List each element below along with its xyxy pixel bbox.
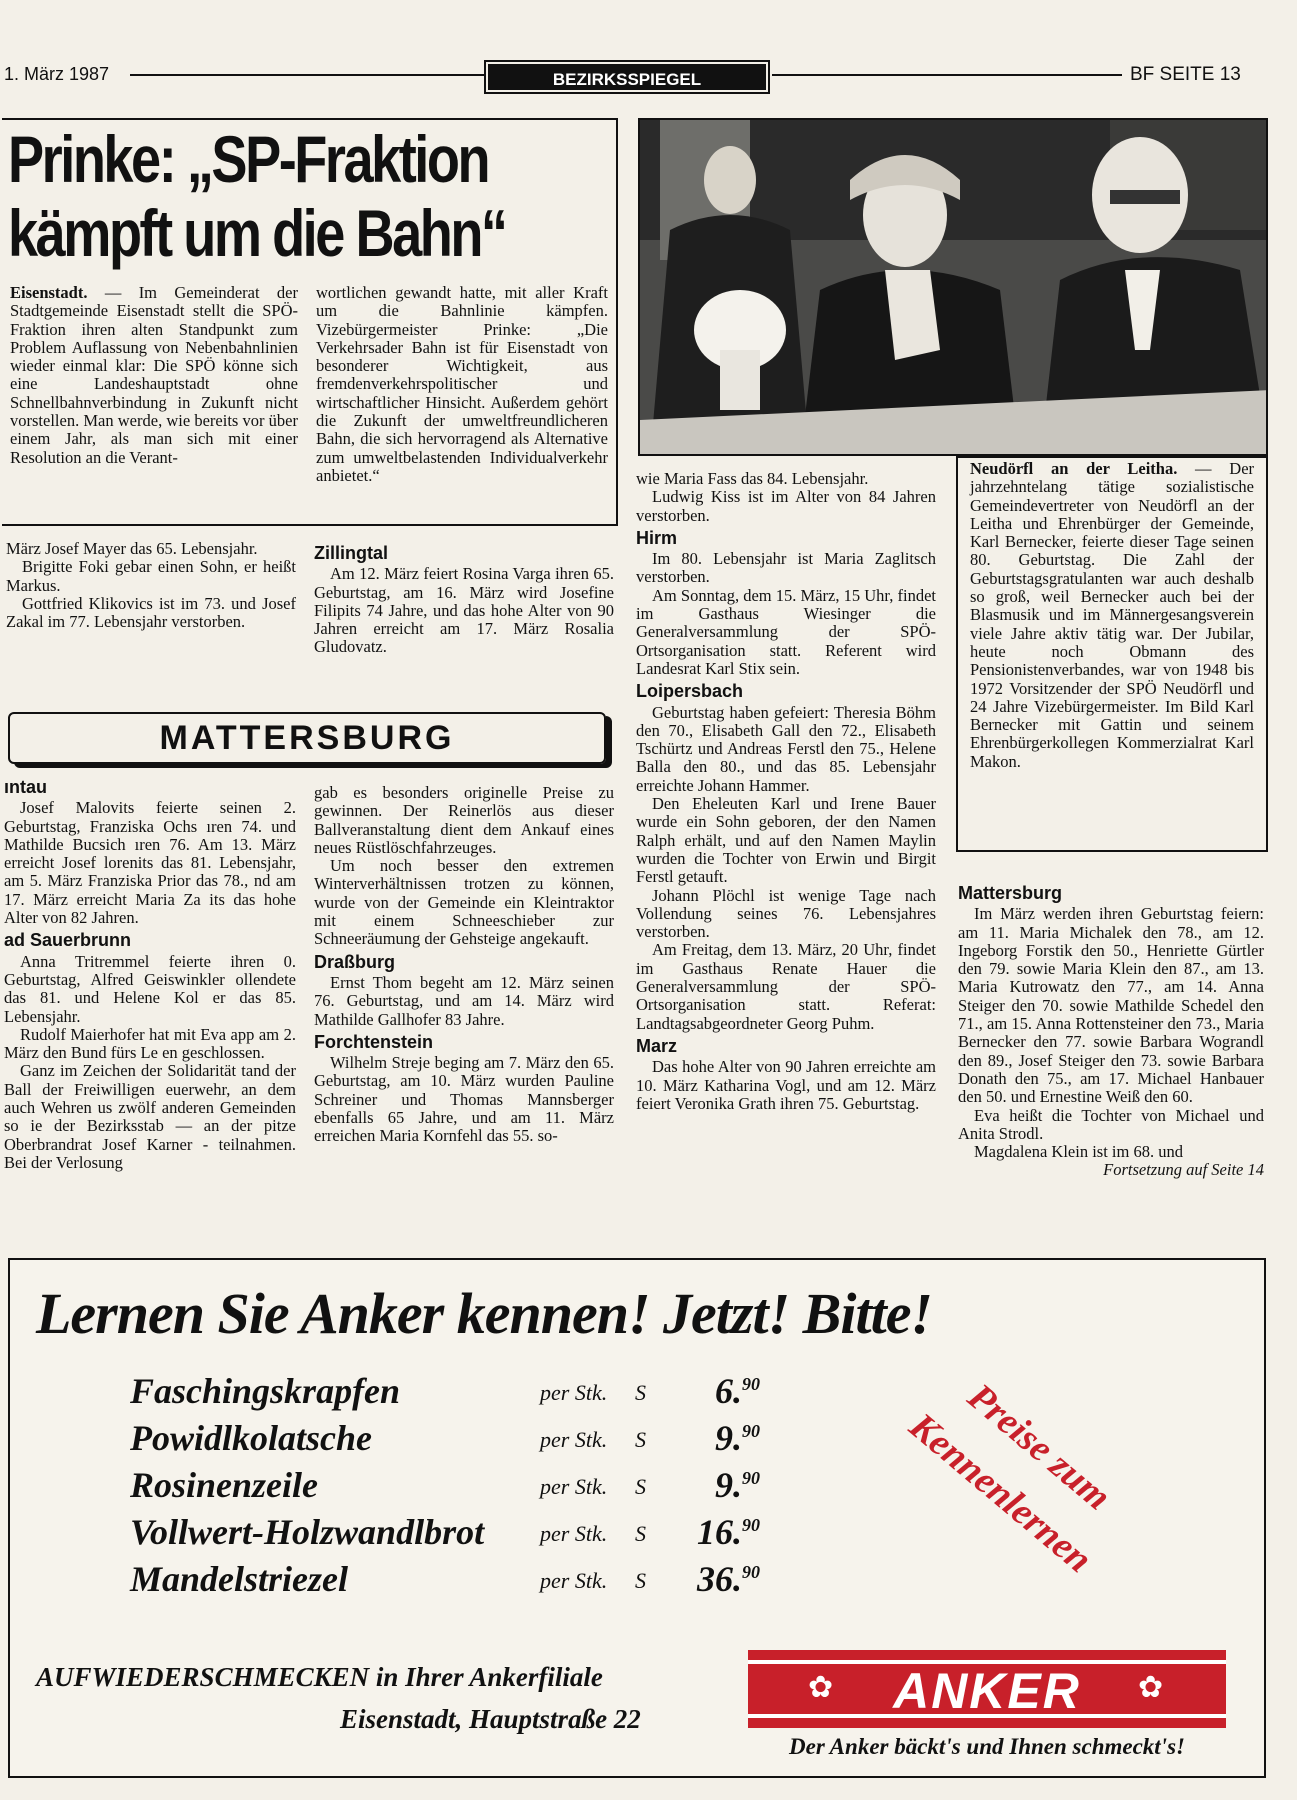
header-rule-right [772, 74, 1122, 76]
col2-p2: Um noch besser den extremen Winterverhältnissen trotzen zu können, wurde von der Gemeinde ein Kleintraktor mit einem Schneeschieber zur Schneeräumung der Gehsteige angekauft. [314, 856, 614, 949]
sauerbrunn-p2: Rudolf Maierhofer hat mit Eva app am 2. März den Bund fürs Le en geschlossen. [4, 1024, 296, 1063]
price-cents: 90 [742, 1468, 760, 1488]
hirm-heading: Hirm [636, 527, 678, 548]
mattersburg-heading: Mattersburg [958, 883, 1063, 903]
drassburg-heading: Draßburg [314, 951, 395, 972]
price-main: 16. [697, 1512, 742, 1552]
product-name: Faschingskrapfen [130, 1371, 401, 1411]
currency-label: S [635, 1568, 646, 1593]
col3-p2: Ludwig Kiss ist im Alter von 84 Jahren verstorben. [636, 487, 936, 525]
eisenstadt-continued [6, 540, 296, 631]
marz-p1: Das hohe Alter von 90 Jahren erreichte am 10. März Katharina Vogl, und am 12. März feiert Veronika Grath ihren 75. Geburtstag. [636, 1057, 936, 1113]
price [660, 1558, 760, 1600]
lead-dateline: Eisenstadt. [10, 283, 88, 302]
mattersburg-banner: MATTERSBURG [8, 712, 606, 764]
currency-label: S [635, 1474, 646, 1499]
price-cents: 90 [742, 1562, 760, 1582]
zillingtal-heading: Zillingtal [314, 543, 388, 563]
lead-column-1 [10, 284, 298, 467]
currency-label: S [635, 1521, 646, 1546]
section-heading-1: ıntau [4, 777, 47, 797]
lead-col1-text: — Im Gemeinderat der Stadtgemeinde Eisenstadt stellt die SPÖ-Fraktion ihren alten Standpunkt zum Problem Auflassung von Nebenbahnlinien wieder einmal klar: Die SPÖ könne sich eine Landeshauptstadt ohne Schnellbahnverbindung in Zukunft nicht vorstellen. Man werde, wie bereits vor über einem Jahr, als man sich mit einer Resolution an die Verant- [10, 283, 298, 467]
anker-logo [748, 1650, 1226, 1728]
currency-label: S [635, 1380, 646, 1405]
zillingtal-text: Am 12. März feiert Rosina Varga ihren 65. Geburtstag, am 16. März wird Josefine Filipits 74 Jahre, und das hohe Alter von 90 Jahren erreicht am 17. März Rosalia Gludovatz. [314, 564, 614, 657]
product-name: Powidlkolatsche [130, 1418, 372, 1458]
forchtenstein-heading: Forchtenstein [314, 1031, 434, 1052]
bad-sauerbrunn-heading: ad Sauerbrunn [4, 930, 132, 951]
photo-caption-box [956, 456, 1268, 852]
price-row [130, 1558, 850, 1605]
product-name: Mandelstriezel [130, 1559, 349, 1599]
price-cents: 90 [742, 1515, 760, 1535]
col4-p2: Eva heißt die Tochter von Michael und Anita Strodl. [958, 1105, 1264, 1143]
lead-column-2 [316, 284, 608, 485]
col4-p3: Magdalena Klein ist im 68. und [974, 1142, 1183, 1162]
price-cents: 90 [742, 1374, 760, 1394]
forchtenstein-text: Wilhelm Streje beging am 7. März den 65. Geburtstag, am 10. März wurden Pauline Schreiner und Thomas Mannsberger ebenfalls 65 Jahre, und am 11. März erreichen Maria Kornfehl das 55. so- [314, 1053, 614, 1146]
loip-p2: Den Eheleuten Karl und Irene Bauer wurde ein Sohn geboren, der den Namen Ralph erhält, und auf den Namen Maylin wurden die Tochter von Erwin und Birgit Ferstl getauft. [636, 794, 936, 887]
product-name: Rosinenzeile [130, 1465, 319, 1505]
price [660, 1511, 760, 1553]
col3-p1: wie Maria Fass das 84. Lebensjahr. [636, 469, 869, 488]
lead-col2-text: wortlichen gewandt hatte, mit aller Kraft um die Bahnlinie kämpfen. Vizebürgermeister Prinke: „Die Verkehrsader Bahn ist für Eisenstadt von besonderer Wichtigkeit, aus fremdenverkehrspolitischer und wirtschaftlicher Hinsicht. Außerdem gehört die Zukunft der umweltfreundlicheren Bahn, die sich hervorragend als Alternative zum umweltbelastenden Individualverkehr anbietet.“ [316, 283, 608, 485]
header-rule-left [130, 74, 486, 76]
hirm-p2: Am Sonntag, dem 15. März, 15 Uhr, findet im Gasthaus Wiesinger die Generalversammlung der SPÖ-Ortsorganisation statt. Referent wird Landesrat Karl Stix sein. [636, 585, 936, 678]
loip-p3: Johann Plöchl ist wenige Tage nach Vollendung seines 76. Lebensjahres verstorben. [636, 885, 936, 942]
mattersburg-col1 [4, 778, 296, 1172]
price-main: 9. [715, 1418, 742, 1458]
page-number: BF SEITE 13 [1130, 64, 1241, 85]
price-list [130, 1370, 850, 1605]
photo-bernecker [638, 118, 1268, 456]
unit-label: per Stk. [540, 1380, 608, 1405]
continued-note: Fortsetzung auf Seite 14 [1103, 1160, 1264, 1180]
price [660, 1417, 760, 1459]
left-p1: März Josef Mayer das 65. Lebensjahr. [6, 539, 258, 558]
left-p3: Gottfried Klikovics ist im 73. und Josef Zakal im 77. Lebensjahr verstorben. [6, 593, 296, 632]
col2-p1: gab es besonders originelle Preise zu gewinnen. Der Reinerlös aus dieser Ballveranstaltung dient dem Ankauf eines neues Rüstlöschfahrzeuges. [314, 783, 614, 857]
column-3 [636, 470, 936, 1113]
ad-slogan: Der Anker bäckt's und Ihnen schmeckt's! [789, 1734, 1185, 1759]
price-row [130, 1464, 850, 1511]
price-main: 9. [715, 1465, 742, 1505]
caption-dateline: Neudörfl an der Leitha. [970, 459, 1178, 478]
price-row [130, 1370, 850, 1417]
left-p2: Brigitte Foki gebar einen Sohn, er heißt Markus. [6, 557, 296, 595]
caption-text: — Der jahrzehntelang tätige sozialistische Gemeindevertreter von Neudörfl an der Leitha und Ehrenbürger der Gemeinde, Karl Bernecker, feierte dieser Tage seinen 80. Geburtstag. Die Zahl der Geburtstagsgratulanten war auch deshalb so groß, weil Bernecker auch bei der Blasmusik und im Männergesangsverein viele Jahre aktiv tätig war. Der Jubilar, heute noch Obmann des Pensionistenverbandes, war von 1948 bis 1972 Vorsitzender der SPÖ Neudörfl und 24 Jahre Vizebürgermeister. Im Bild Karl Bernecker mit Gattin und seinem Ehrenbürgerkollegen Kommerzialrat Karl Makon. [970, 459, 1255, 771]
marz-heading: Marz [636, 1035, 678, 1056]
ad-footer-1: AUFWIEDERSCHMECKEN in Ihrer Ankerfiliale [36, 1662, 603, 1692]
price-main: 6. [715, 1371, 742, 1411]
lead-headline-2: kämpft um die Bahn“ [8, 196, 506, 270]
section-1-text: Josef Malovits feierte seinen 2. Geburtstag, Franziska Ochs ıren 74. und Mathilde Bucsich ıren 76. Am 13. März erreicht Josef lorenits das 81. Lebensjahr, am 5. März Franziska Prior das 78., nd am 17. März erreicht Maria Za its das hohe Alter von 82 Jahren. [4, 798, 296, 928]
section-label: BEZIRKSSPIEGEL [488, 64, 766, 90]
loip-p1: Geburtstag haben gefeiert: Theresia Böhm den 70., Elisabeth Gall den 72., Elisabeth Tschürtz und Andreas Ferstl den 75., Helene Balla den 80., und das 85. Lebensjahr erreichte Johann Hammer. [636, 702, 936, 795]
loip-p4: Am Freitag, dem 13. März, 20 Uhr, findet im Gasthaus Renate Hauer die Generalversammlung der SPÖ-Ortsorganisation statt. Referat: Landtagsabgeordneter Georg Puhm. [636, 940, 936, 1033]
hirm-p1: Im 80. Lebensjahr ist Maria Zaglitsch verstorben. [636, 549, 936, 587]
mattersburg-col2 [314, 784, 614, 1146]
price [660, 1370, 760, 1412]
price-row [130, 1511, 850, 1558]
product-name: Vollwert-Holzwandlbrot [130, 1512, 485, 1552]
drassburg-text: Ernst Thom begeht am 12. März seinen 76. Geburtstag, und am 14. März wird Mathilde Gallhofer 83 Jahre. [314, 972, 614, 1029]
ad-footer-2: Eisenstadt, Hauptstraße 22 [340, 1704, 641, 1734]
unit-label: per Stk. [540, 1427, 608, 1452]
price-main: 36. [697, 1559, 742, 1599]
wheat-icon-left: ✿ [808, 1671, 834, 1704]
ad-headline: Lernen Sie Anker kennen! Jetzt! Bitte! [36, 1281, 933, 1346]
currency-label: S [635, 1427, 646, 1452]
col4-p1: Im März werden ihren Geburtstag feiern: am 11. Maria Michalek den 78., am 12. Ingeborg Forstik den 50., Henriette Gürtler den 79. sowie Maria Klein den 87., am 13. Maria Kutrowatz den 77., am 14. Anna Steiger den 70. sowie Mathilde Schedel den 71., am 15. Anna Rottensteiner den 73., Maria Bernecker den 77. sowie Barbara Wograndl den 89., Josef Steiger den 73. sowie Barbara Donath den 75., am 17. Michael Hanbauer den 50. und Ernestine Weiß den 60. [958, 904, 1264, 1107]
lead-headline-1: Prinke: „SP-Fraktion [8, 122, 489, 196]
sauerbrunn-p1: Anna Tritremmel feierte ihren 0. Geburtstag, Alfred Geiswinkler ollendete das 81. und Helene Kol er das 85. Lebensjahr. [4, 951, 296, 1026]
sauerbrunn-p3: Ganz im Zeichen der Solidarität tand der Ball der Freiwilligen euerwehr, an dem auch Wehren us zwölf anderen Gemeinden so ie der Bezirksstab — an der pitze Oberbrandrat Josef Karner - teilnahmen. Bei der Verlosung [4, 1061, 296, 1172]
price [660, 1464, 760, 1506]
wheat-icon-right: ✿ [1138, 1671, 1164, 1704]
price-row [130, 1417, 850, 1464]
promo-text: Preise zum Kennenlernen [901, 1375, 1119, 1582]
header-date: 1. März 1987 [4, 64, 110, 84]
photo-image [640, 120, 1268, 456]
anker-advertisement [8, 1258, 1266, 1778]
unit-label: per Stk. [540, 1521, 608, 1546]
unit-label: per Stk. [540, 1568, 608, 1593]
zillingtal-section [314, 540, 614, 657]
column-4 [958, 880, 1264, 1180]
loipersbach-heading: Loipersbach [636, 681, 744, 702]
unit-label: per Stk. [540, 1474, 608, 1499]
price-cents: 90 [742, 1421, 760, 1441]
brand-name: ANKER [893, 1663, 1081, 1719]
